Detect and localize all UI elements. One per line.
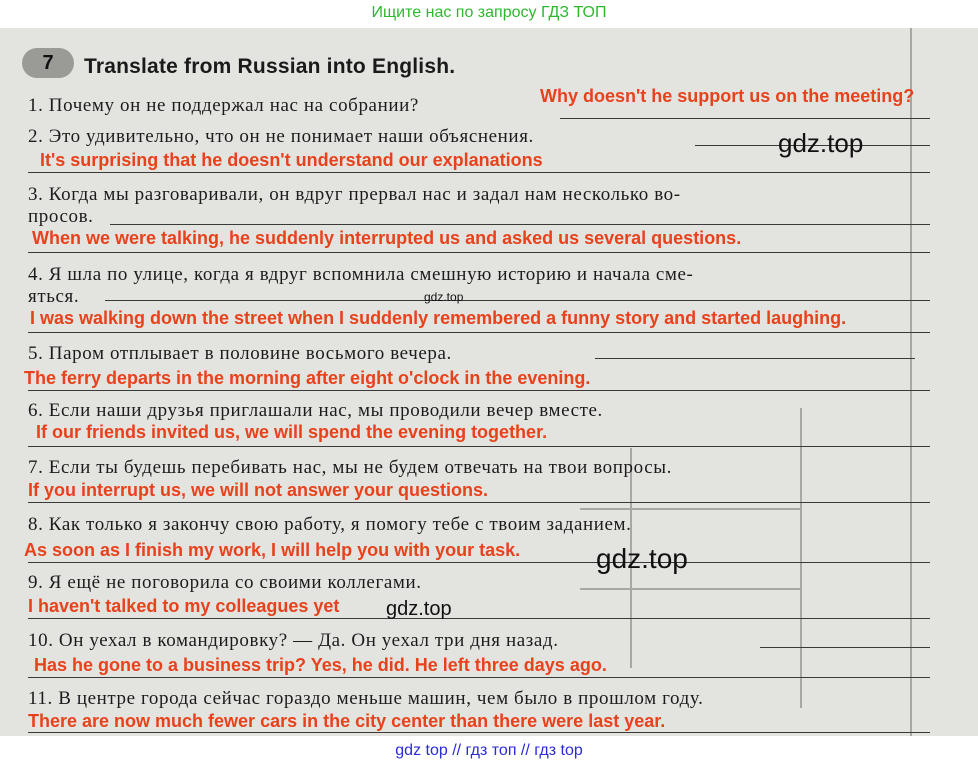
item-7-russian: 7. Если ты будешь перебивать нас, мы не будем отвечать на твои вопросы. bbox=[28, 457, 672, 478]
answer-line bbox=[28, 390, 930, 391]
answer-line bbox=[28, 618, 930, 619]
item-4-answer: I was walking down the street when I suddenly remembered a funny story and started laughing. bbox=[30, 308, 847, 328]
item-4-russian: 4. Я шла по улице, когда я вдруг вспомнила смешную историю и начала сме- bbox=[28, 264, 694, 285]
answer-line bbox=[28, 677, 930, 678]
top-banner: Ищите нас по запросу ГДЗ ТОП bbox=[371, 4, 607, 21]
watermark: gdz.top bbox=[386, 598, 452, 620]
item-6-russian: 6. Если наши друзья приглашали нас, мы проводили вечер вместе. bbox=[28, 400, 603, 421]
item-5-answer: The ferry departs in the morning after eight o'clock in the evening. bbox=[24, 368, 591, 388]
item-1-answer: Why doesn't he support us on the meeting? bbox=[540, 86, 915, 106]
item-5-russian: 5. Паром отплывает в половине восьмого вечера. bbox=[28, 343, 452, 364]
item-10-russian: 10. Он уехал в командировку? — Да. Он уехал три дня назад. bbox=[28, 630, 559, 651]
item-4-russian-cont: яться. bbox=[28, 286, 80, 307]
item-8-russian: 8. Как только я закончу свою работу, я помогу тебе с твоим заданием. bbox=[28, 514, 632, 535]
answer-line bbox=[105, 300, 930, 301]
item-3-russian: 3. Когда мы разговаривали, он вдруг прервал нас и задал нам несколько во- bbox=[28, 184, 681, 205]
item-9-russian: 9. Я ещё не поговорила со своими коллегами. bbox=[28, 572, 422, 593]
answer-line bbox=[760, 647, 930, 648]
item-9-answer: I haven't talked to my colleagues yet bbox=[28, 596, 340, 616]
item-1-russian: 1. Почему он не поддержал нас на собрании? bbox=[28, 95, 419, 116]
item-11-answer: There are now much fewer cars in the city center than there were last year. bbox=[28, 711, 666, 731]
item-3-answer: When we were talking, he suddenly interrupted us and asked us several questions. bbox=[32, 228, 742, 248]
answer-line bbox=[28, 562, 930, 563]
item-6-answer: If our friends invited us, we will spend the evening together. bbox=[36, 422, 548, 442]
answer-line bbox=[595, 358, 915, 359]
exercise-number-badge: 7 bbox=[22, 48, 74, 78]
item-2-answer: It's surprising that he doesn't understand our explanations bbox=[40, 150, 543, 170]
table-divider bbox=[580, 508, 800, 510]
answer-line bbox=[560, 118, 930, 119]
answer-line bbox=[110, 224, 930, 225]
item-8-answer: As soon as I finish my work, I will help you with your task. bbox=[24, 540, 521, 560]
item-10-answer: Has he gone to a business trip? Yes, he did. He left three days ago. bbox=[34, 655, 607, 675]
answer-line bbox=[28, 252, 930, 253]
item-2-russian: 2. Это удивительно, что он не понимает наши объяснения. bbox=[28, 126, 534, 147]
watermark: gdz.top bbox=[778, 128, 864, 158]
item-11-russian: 11. В центре города сейчас гораздо меньше машин, чем было в прошлом году. bbox=[28, 688, 704, 709]
exercise-title: Translate from Russian into English. bbox=[84, 55, 456, 78]
watermark: gdz.top bbox=[596, 543, 688, 574]
table-divider bbox=[580, 588, 800, 590]
table-divider bbox=[800, 408, 802, 708]
answer-line bbox=[28, 502, 930, 503]
bottom-banner: gdz top // гдз топ // гдз top bbox=[395, 742, 583, 759]
page-edge bbox=[910, 28, 912, 736]
item-7-answer: If you interrupt us, we will not answer your questions. bbox=[28, 480, 489, 500]
answer-line bbox=[28, 446, 930, 447]
watermark: gdz.top bbox=[424, 290, 464, 304]
answer-line bbox=[28, 172, 930, 173]
item-3-russian-cont: просов. bbox=[28, 206, 94, 227]
answer-line bbox=[28, 732, 930, 733]
answer-line bbox=[28, 332, 930, 333]
